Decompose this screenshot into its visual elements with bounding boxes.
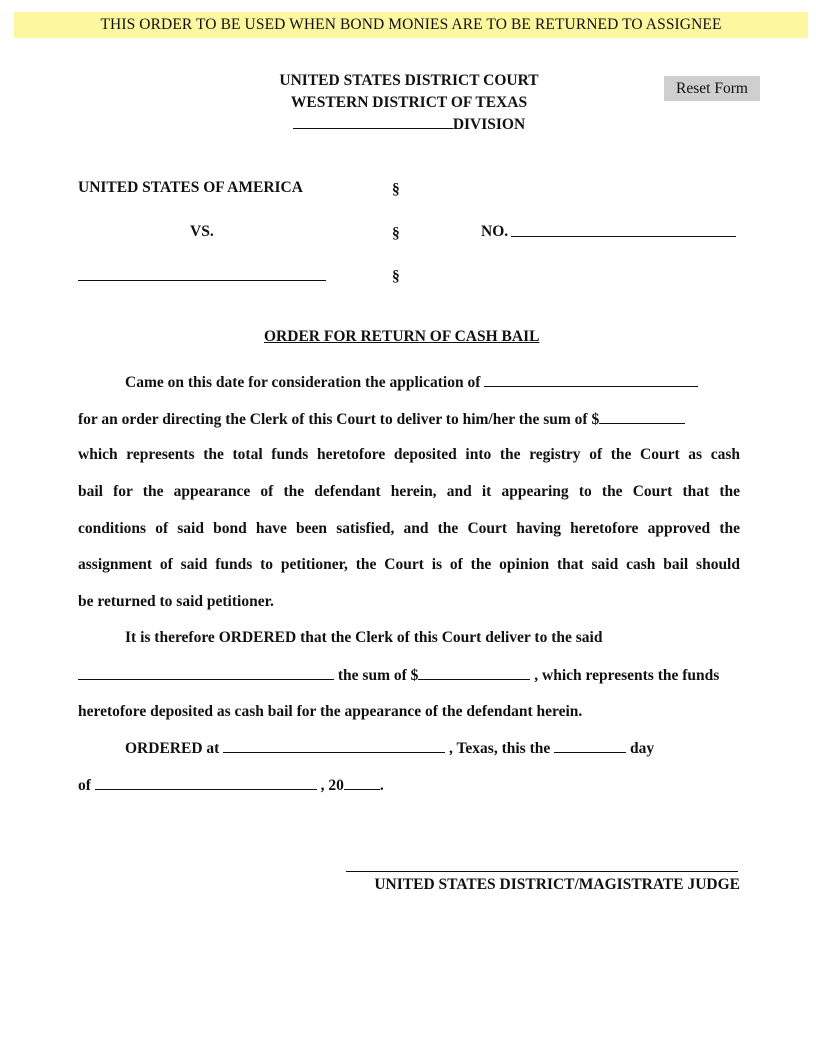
- division-field[interactable]: [293, 114, 453, 129]
- assignee-name-field[interactable]: [78, 665, 334, 680]
- judge-signature-label: UNITED STATES DISTRICT/MAGISTRATE JUDGE: [374, 876, 740, 893]
- section-symbol-3: §: [392, 268, 400, 285]
- year-prefix-label: , 20: [320, 777, 344, 794]
- p1-line-7: be returned to said petitioner.: [78, 593, 274, 610]
- reset-form-button[interactable]: Reset Form: [664, 76, 760, 101]
- instruction-banner: THIS ORDER TO BE USED WHEN BOND MONIES ARE TO BE RETURNED TO ASSIGNEE: [14, 12, 808, 38]
- plaintiff-name: UNITED STATES OF AMERICA: [78, 179, 303, 196]
- sum-amount-field[interactable]: [599, 409, 685, 424]
- section-symbol-2: §: [392, 225, 400, 242]
- p3-line-2: [78, 775, 740, 796]
- defendant-name-field[interactable]: [78, 280, 326, 281]
- p1-line-5: conditions of said bond have been satisfied, and the Court having heretofore approved the: [78, 520, 740, 537]
- p2-line-1: [78, 628, 740, 648]
- p2-text-1: It is therefore ORDERED that the Clerk of this Court deliver to the said: [125, 629, 603, 646]
- p1-line-3: which represents the total funds heretofore deposited into the registry of the Court as cash: [78, 446, 740, 463]
- day-field[interactable]: [554, 738, 626, 753]
- p3-line-1: [78, 738, 740, 759]
- division-line: [180, 114, 638, 136]
- case-number-field[interactable]: [511, 236, 736, 237]
- section-symbol-1: §: [392, 181, 400, 198]
- p1-line-2: [78, 409, 740, 430]
- p1-text-2: for an order directing the Clerk of this Court to deliver to him/her the sum of $: [78, 411, 600, 428]
- order-title: ORDER FOR RETURN OF CASH BAIL: [264, 328, 540, 345]
- case-number-label: NO.: [481, 223, 509, 240]
- p2-text-2: , which represents the funds: [534, 667, 720, 684]
- p2-line-3: heretofore deposited as cash bail for the appearance of the defendant herein.: [78, 703, 583, 720]
- month-field[interactable]: [95, 775, 317, 790]
- division-label: DIVISION: [452, 116, 526, 133]
- p1-line-6: assignment of said funds to petitioner, the Court is of the opinion that said cash bail should: [78, 556, 740, 573]
- p1-line-4: bail for the appearance of the defendant herein, and it appearing to the Court that the: [78, 483, 740, 500]
- city-field[interactable]: [223, 738, 445, 753]
- versus-label: VS.: [190, 223, 214, 240]
- ordered-at-label: ORDERED at: [125, 740, 220, 757]
- p2-line-2: [78, 665, 740, 686]
- court-heading: [180, 70, 638, 136]
- year-field[interactable]: [344, 775, 380, 790]
- p2-sum-label: the sum of $: [337, 667, 419, 684]
- district-name: WESTERN DISTRICT OF TEXAS: [290, 94, 528, 111]
- period: .: [379, 777, 384, 794]
- p1-line-1: [78, 372, 740, 393]
- texas-this-the-label: , Texas, this the: [449, 740, 551, 757]
- day-label: day: [630, 740, 655, 757]
- of-label: of: [78, 777, 91, 794]
- p1-text-1: Came on this date for consideration the application of: [125, 374, 481, 391]
- judge-signature-line[interactable]: [346, 871, 738, 872]
- funds-amount-field[interactable]: [418, 665, 530, 680]
- applicant-name-field[interactable]: [484, 372, 698, 387]
- court-name: UNITED STATES DISTRICT COURT: [279, 72, 539, 89]
